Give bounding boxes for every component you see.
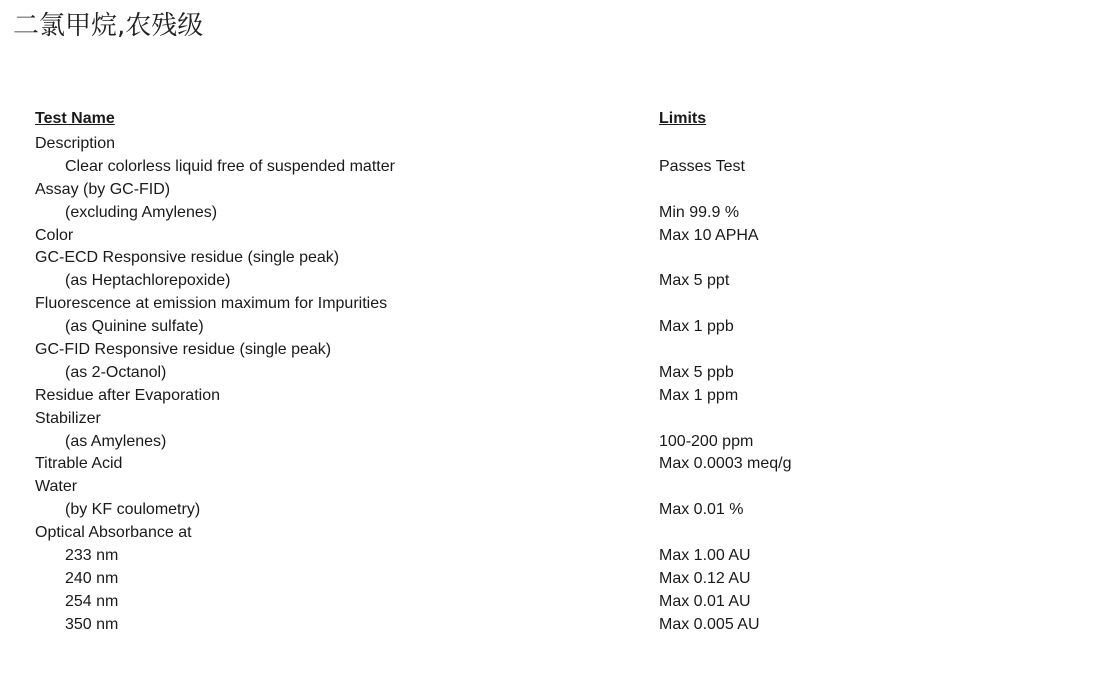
limit-cell: Max 0.12 AU xyxy=(659,569,751,587)
limit-cell: 100-200 ppm xyxy=(659,432,754,450)
table-header xyxy=(35,107,935,133)
table-row xyxy=(35,270,935,293)
table-row xyxy=(35,385,935,408)
test-name-cell: Fluorescence at emission maximum for Impurities xyxy=(35,295,388,313)
table-row xyxy=(35,179,935,202)
limit-cell: Max 0.005 AU xyxy=(659,615,760,633)
table-row xyxy=(35,614,935,637)
header-limits: Limits xyxy=(659,110,707,127)
table-row xyxy=(35,247,935,270)
table-row xyxy=(35,339,935,362)
test-name-cell: 254 nm xyxy=(65,592,119,610)
test-name-cell: (by KF coulometry) xyxy=(65,501,201,519)
test-name-cell: 240 nm xyxy=(65,569,119,587)
table-row xyxy=(35,408,935,431)
test-name-cell: Residue after Evaporation xyxy=(35,386,220,404)
limit-cell: Max 0.0003 meq/g xyxy=(659,455,792,473)
test-name-cell: (as Heptachlorepoxide) xyxy=(65,272,231,290)
test-name-cell: Color xyxy=(35,226,74,244)
test-name-cell: (as Amylenes) xyxy=(65,432,167,450)
header-test-name: Test Name xyxy=(35,110,115,127)
limit-cell: Max 5 ppt xyxy=(659,272,730,290)
limit-cell: Max 1 ppb xyxy=(659,318,734,336)
table-row xyxy=(35,133,935,156)
limit-cell: Max 10 APHA xyxy=(659,226,759,244)
test-name-cell: GC-FID Responsive residue (single peak) xyxy=(35,341,332,359)
table-row xyxy=(35,499,935,522)
table-body xyxy=(35,133,935,637)
table-row xyxy=(35,316,935,339)
table-row xyxy=(35,476,935,499)
test-name-cell: (excluding Amylenes) xyxy=(65,203,218,221)
table-row xyxy=(35,362,935,385)
test-name-cell: Assay (by GC-FID) xyxy=(35,180,171,198)
test-name-cell: 350 nm xyxy=(65,615,119,633)
table-row xyxy=(35,156,935,179)
spec-table xyxy=(35,107,935,637)
limit-cell: Max 1 ppm xyxy=(659,386,739,404)
test-name-cell: Clear colorless liquid free of suspended matter xyxy=(65,157,395,175)
limit-cell: Max 5 ppb xyxy=(659,363,734,381)
test-name-cell: Titrable Acid xyxy=(35,455,123,473)
test-name-cell: Stabilizer xyxy=(35,409,101,427)
limit-cell: Max 1.00 AU xyxy=(659,547,751,565)
test-name-cell: (as Quinine sulfate) xyxy=(65,318,204,336)
table-row xyxy=(35,453,935,476)
test-name-cell: (as 2-Octanol) xyxy=(65,363,167,381)
table-row xyxy=(35,225,935,248)
test-name-cell: Optical Absorbance at xyxy=(35,524,192,542)
limit-cell: Max 0.01 % xyxy=(659,501,744,519)
table-row xyxy=(35,568,935,591)
limit-cell: Min 99.9 % xyxy=(659,203,740,221)
table-row xyxy=(35,522,935,545)
table-row xyxy=(35,431,935,454)
test-name-cell: Water xyxy=(35,478,78,496)
test-name-cell: 233 nm xyxy=(65,547,119,565)
test-name-cell: GC-ECD Responsive residue (single peak) xyxy=(35,249,340,267)
table-row xyxy=(35,591,935,614)
table-row xyxy=(35,293,935,316)
table-row xyxy=(35,202,935,225)
test-name-cell: Description xyxy=(35,135,116,152)
limit-cell: Passes Test xyxy=(659,157,745,175)
limit-cell: Max 0.01 AU xyxy=(659,592,751,610)
table-row xyxy=(35,545,935,568)
page-title: 二氯甲烷,农残级 xyxy=(13,11,204,41)
